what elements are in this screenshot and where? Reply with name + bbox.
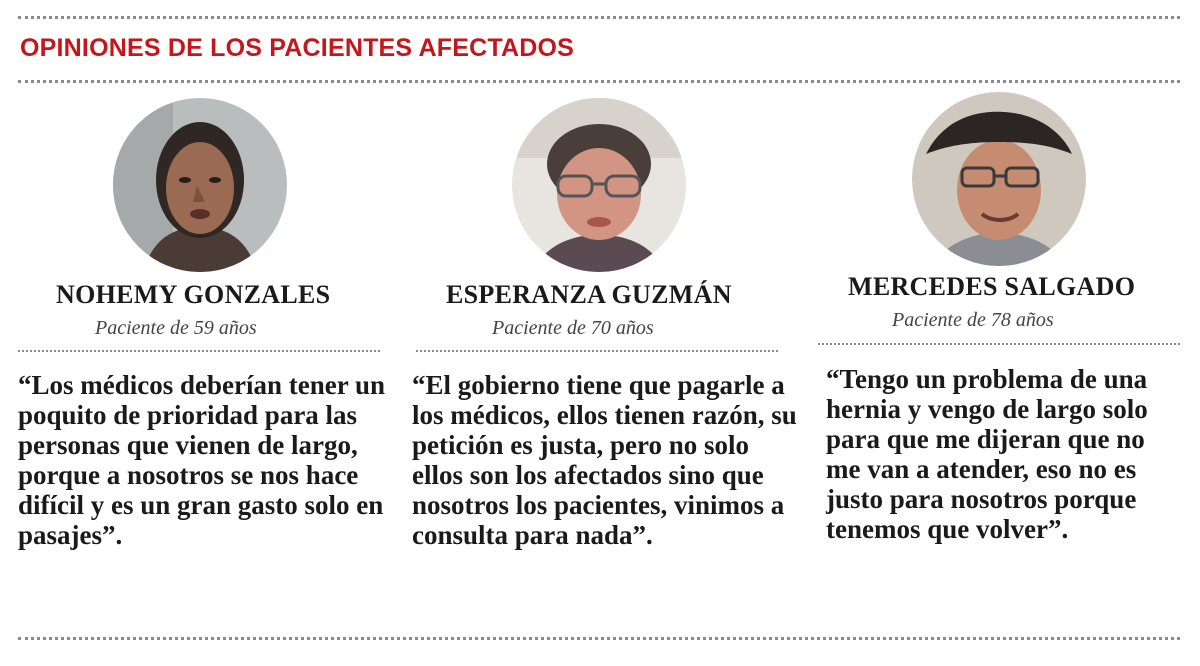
header-divider <box>18 80 1180 83</box>
patient-separator-3 <box>818 343 1180 345</box>
patient-name-1: NOHEMY GONZALES <box>56 280 331 309</box>
patient-quote-3: “Tengo un problema de una hernia y vengo de largo solo para que me dijeran que no me van a atender, eso no es justo para nosotros porque tenemos que volver”. <box>826 364 1148 544</box>
bottom-divider <box>18 637 1180 640</box>
patient-photo-1 <box>113 98 287 272</box>
patient-separator-2 <box>416 350 778 352</box>
patient-quote-2: “El gobierno tiene que pagarle a los médicos, ellos tienen razón, su petición es justa, pero no solo ellos son los afectados sino que nosotros los pacientes, vinimos a consulta para nada”. <box>412 370 797 550</box>
section-title: OPINIONES DE LOS PACIENTES AFECTADOS <box>20 34 575 62</box>
patient-name-3: MERCEDES SALGADO <box>848 272 1136 301</box>
patient-role-1: Paciente de 59 años <box>95 317 257 339</box>
patient-separator-1 <box>18 350 380 352</box>
patient-name-2: ESPERANZA GUZMÁN <box>446 280 732 309</box>
patient-photo-3 <box>912 92 1086 266</box>
patient-role-3: Paciente de 78 años <box>892 309 1054 331</box>
patient-photo-2 <box>512 98 686 272</box>
patient-role-2: Paciente de 70 años <box>492 317 654 339</box>
top-divider <box>18 16 1180 19</box>
patient-quote-1: “Los médicos deberían tener un poquito de prioridad para las personas que vienen de largo, porque a nosotros se nos hace difícil y es un gran gasto solo en pasajes”. <box>18 370 386 550</box>
